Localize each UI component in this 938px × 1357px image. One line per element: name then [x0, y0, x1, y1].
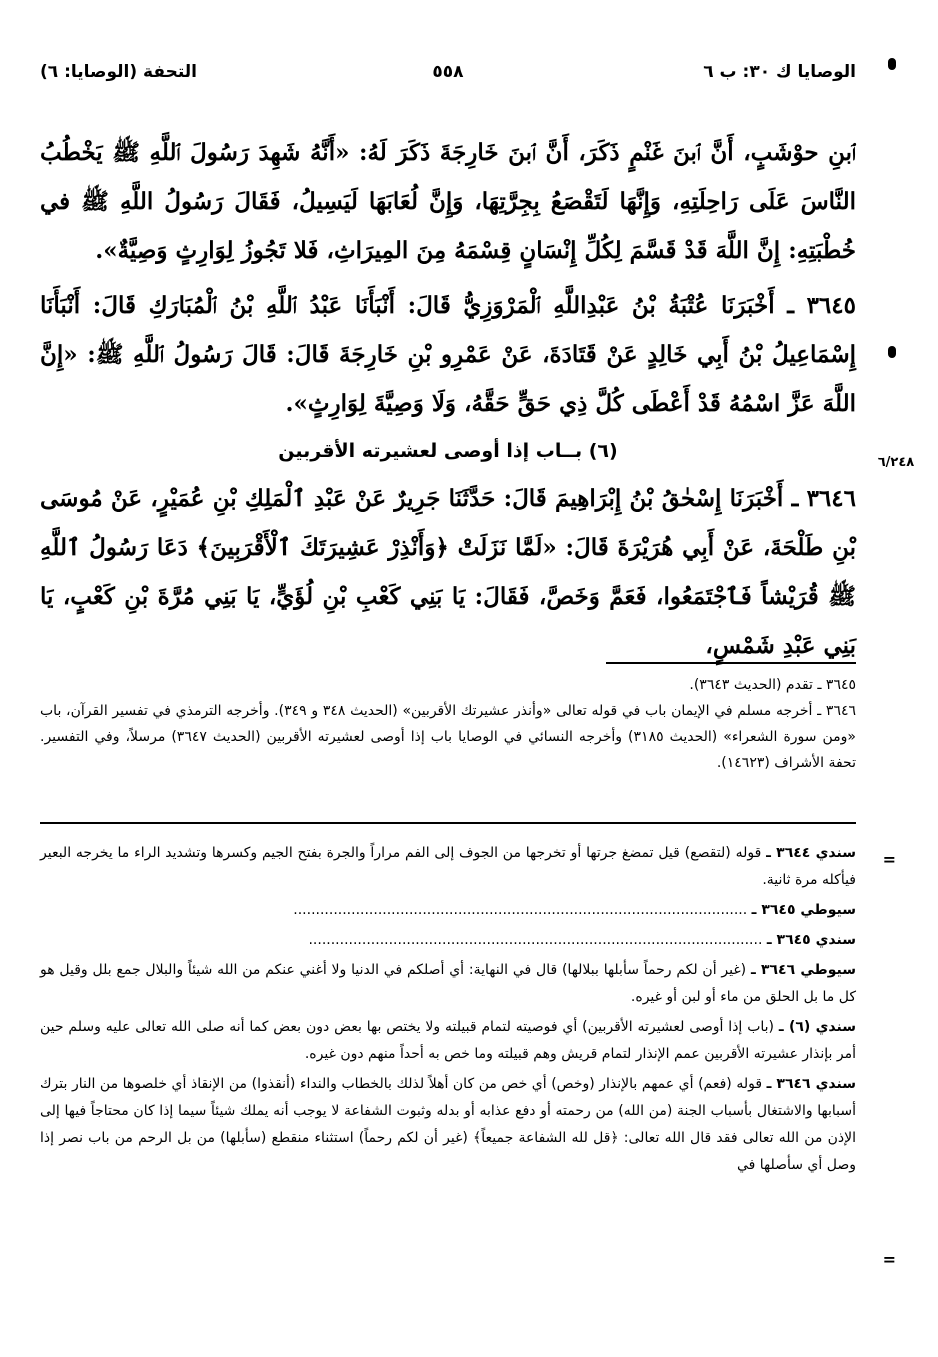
commentary-text: قوله (فعم) أي عمهم بالإنذار (وخص) أي خص من كان أهلاً لذلك بالخطاب والنداء (أنقذوا) من الإنقاذ أي خلصوها من النار بترك أسبابها والاشتغال بأسباب الجنة (من الله) من رحمته أو دفع عذابه أو بدله وثبوت الشفاعة لا يوجب أنه يملك شيئاً سيما إذا كان محتاجاً فيها إلى الإذن من الله تعالى فقد قال الله تعالى: ﴿قل لله الشفاعة جميعاً﴾ (غير أن لكم رحماً) استثناء منقطع (سأبلها) من بل الرحم من باب نصر إذا وصل أي سأصلها في: [40, 1076, 856, 1173]
edge-mark: [888, 58, 896, 70]
commentary-note: [40, 927, 856, 954]
placeholder-dots: ......................................................................................................: [293, 902, 748, 918]
commentary-note: [40, 840, 856, 894]
header-chapter-ref: الوصايا ك ٣٠: ب ٦: [703, 62, 856, 82]
commentary-label: سندي ٣٦٤٥ ـ: [766, 932, 856, 948]
margin-reference: ٦/٢٤٨: [877, 455, 915, 470]
takhrij-note: ٣٦٤٦ ـ أخرجه مسلم في الإيمان باب في قوله تعالى «وأنذر عشيرتك الأقربين» (الحديث ٣٤٨ و ٣٤٩). وأخرجه الترمذي في تفسير القرآن، باب «ومن سورة الشعراء» (الحديث ٣١٨٥) وأخرجه النسائي في الوصايا باب إذا أوصى لعشيرته الأقربين (الحديث ٣٦٤٧) مرسلاً، وفي التفسير. تحفة الأشراف (١٤٦٢٣).: [40, 703, 856, 771]
hadith-number: ٣٦٤٥ ـ: [787, 292, 856, 319]
commentary-text: قوله (لتقصع) قيل تمضغ جرتها أو تخرجها من الجوف إلى الفم مراراً والجرة بفتح الجيم وكسرها وتشديد الراء ما يخرجه البعير فيأكله مرة ثانية.: [40, 845, 856, 888]
takhrij-notes: [40, 672, 856, 776]
continuation-mark: =: [882, 1250, 896, 1269]
hadith-paragraph: [40, 281, 856, 428]
placeholder-dots: ......................................................................................................: [308, 932, 763, 948]
document-page: [40, 0, 915, 1357]
continuation-mark: =: [882, 850, 896, 869]
hadith-paragraph: [40, 128, 856, 275]
commentary-notes: [40, 840, 856, 1182]
edge-mark: [888, 346, 896, 358]
hadith-number: ٣٦٤٦ ـ: [791, 485, 856, 512]
takhrij-note: ٣٦٤٥ ـ تقدم (الحديث ٣٦٤٣).: [689, 677, 856, 693]
running-header: [40, 62, 856, 92]
hadith-text: أَخْبَرَنَا إِسْحٰقُ بْنُ إِبْرَاهِيمَ قَالَ: حَدَّثَنَا جَرِيرٌ عَنْ عَبْدِ ٱلْمَلِكِ بْنِ عُمَيْرٍ، عَنْ مُوسَى بْنِ طَلْحَةَ، عَنْ أَبِي هُرَيْرَةَ قَالَ: «لَمَّا نَزَلَتْ ﴿وَأَنْذِرْ عَشِيرَتَكَ ٱلْأَقْرَبِينَ﴾ دَعَا رَسُولُ ٱللَّهِ ﷺ قُرَيْشاً فَٱجْتَمَعُوا، فَعَمَّ وَخَصَّ، فَقَالَ: يَا بَنِي كَعْبِ بْنِ لُؤَيٍّ، يَا بَنِي مُرَّةَ بْنِ كَعْبٍ، يَا بَنِي عَبْدِ شَمْسٍ،: [40, 485, 856, 659]
commentary-note: [40, 897, 856, 924]
page-number: ٥٥٨: [432, 62, 464, 82]
commentary-divider: [40, 822, 856, 824]
hadith-paragraph: [40, 474, 856, 670]
hadith-text: أَخْبَرَنَا عُتْبَةُ بْنُ عَبْدِاللَّهِ ٱلْمَرْوَزِيُّ قَالَ: أَنْبَأَنَا عَبْدُ ٱللَّهِ بْنُ ٱلْمُبَارَكِ قَالَ: أَنْبَأَنَا إِسْمَاعِيلُ بْنُ أَبِي خَالِدٍ عَنْ قَتَادَةَ، عَنْ عَمْرِو بْنِ خَارِجَةَ قَالَ: قَالَ رَسُولُ ٱللَّهِ ﷺ: «إِنَّ اللَّهَ عَزَّ اسْمُهُ قَدْ أَعْطَى كُلَّ ذِي حَقٍّ حَقَّهُ، وَلَا وَصِيَّةَ لِوَارِثٍ».: [40, 292, 856, 417]
commentary-label: سندي ٣٦٤٤ ـ: [766, 845, 857, 861]
commentary-text: (غير أن لكم رحماً سأبلها ببلالها) قال في النهاية: أي أصلكم في الدنيا ولا أغني عنكم من الله شيئاً والبلال جمع بلل وقيل هو كل ما بل الحلق من ماء أو لبن أو غيره.: [40, 962, 856, 1005]
commentary-label: سيوطي ٣٦٤٥ ـ: [751, 902, 856, 918]
commentary-note: [40, 1014, 856, 1068]
chapter-heading: (٦) بــاب إذا أوصى لعشيرته الأقربين: [278, 440, 618, 462]
commentary-label: سندي (٦) ـ: [778, 1019, 856, 1035]
main-text: [40, 128, 856, 676]
commentary-text: (باب إذا أوصى لعشيرته الأقربين) أي فوصيته لتمام قبيلته ولا يختص بها بعض دون بعض كما أنه صلى الله تعالى عليه وسلم حين أمر بإنذار عشيرته الأقربين عمم الإنذار لتمام قريش وهم قبيلته وما خص به أحداً منهم دون غيره.: [40, 1019, 856, 1062]
footnote-divider: [606, 662, 856, 664]
hadith-text: ٱبنِ حوْشَبٍ، أَنَّ ٱبنَ غَنْمٍ ذَكَرَ، أَنَّ ٱبنَ خَارِجَةَ ذَكَرَ لَهُ: «أَنَّهُ شَهِدَ رَسُولَ ٱللَّهِ ﷺ يَخْطُبُ النَّاسَ عَلَى رَاحِلَتِهِ، وَإِنَّهَا لَتَقْصَعُ بِجِرَّتِهَا، وَإِنَّ لُعَابَهَا لَيَسِيلُ، فَقَالَ رَسُولُ اللَّهِ ﷺ في خُطْبَتِهِ: إِنَّ اللَّهَ قَدْ قَسَّمَ لِكُلِّ إِنْسَانٍ قِسْمَهُ مِنَ المِيرَاثِ، فَلا تَجُوزُ لِوَارِثٍ وَصِيَّةٌ».: [40, 139, 856, 264]
commentary-note: [40, 1071, 856, 1179]
commentary-label: سيوطي ٣٦٤٦ ـ: [750, 962, 856, 978]
commentary-label: سندي ٣٦٤٦ ـ: [766, 1076, 856, 1092]
header-tuhfa-ref: التحفة (الوصايا: ٦): [40, 62, 197, 82]
commentary-note: [40, 957, 856, 1011]
